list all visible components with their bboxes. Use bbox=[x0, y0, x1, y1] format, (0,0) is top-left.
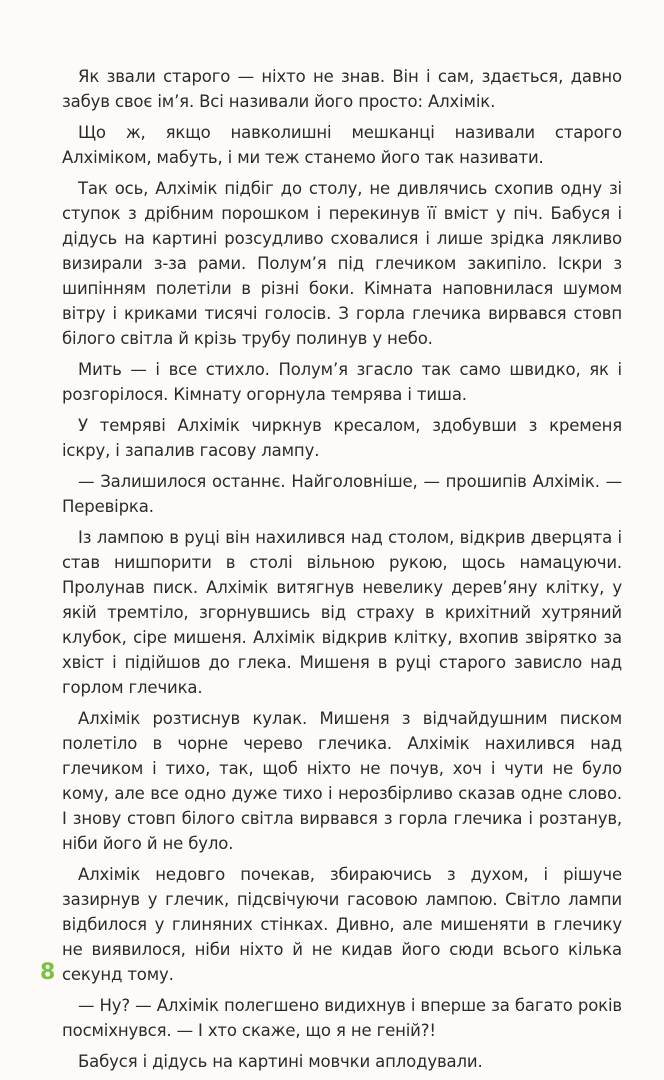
paragraph: Мить — і все стихло. Полум’я згасло так само швидко, як і розгорілося. Кімнату огорнула темрява і тиша. bbox=[62, 360, 622, 404]
page-text bbox=[62, 64, 622, 1080]
paragraph: У темряві Алхімік чиркнув кресалом, здобувши з кременя іскру, і запалив гасову лампу. bbox=[62, 416, 622, 460]
paragraph: Бабуся і дідусь на картині мовчки аплодували. bbox=[78, 1052, 483, 1071]
paragraph: Як звали старого — ніхто не знав. Він і сам, здається, давно забув своє ім’я. Всі називали його просто: Алхімік. bbox=[62, 67, 622, 111]
paragraph: Алхімік розтиснув кулак. Мишеня з відчайдушним писком полетіло в чорне черево глечика. Алхімік нахилився над глечиком і тихо, так, щоб ніхто не почув, хоч і чути не було кому, але все одно дуже тихо і нерозбірливо сказав одне слово. І знову стовп білого світла вирвався з горла глечика і розтанув, ніби його й не було. bbox=[62, 709, 622, 853]
paragraph: Алхімік недовго почекав, збираючись з духом, і рішуче зазирнув у глечик, підсвічуючи гасовою лампою. Світло лампи відбилося у глиняних стінках. Дивно, але мишеняти в глечику не виявилося, ніби ніхто й не кидав його сюди всього кілька секунд тому. bbox=[62, 865, 622, 984]
paragraph: Так ось, Алхімік підбіг до столу, не дивлячись схопив одну зі ступок з дрібним порошком і перекинув її вміст у піч. Бабуся і дідусь на картині розсудливо сховалися і лише зрідка лякливо визирали з-за рами. Полум’я під глечиком закипіло. Іскри з шипінням полетіли в різні боки. Кімната наповнилася шумом вітру і криками тисячі голосів. З горла глечика вирвався стовп білого світла й крізь трубу полинув у небо. bbox=[62, 179, 622, 348]
paragraph: — Залишилося останнє. Найголовніше, — прошипів Алхімік. — Перевірка. bbox=[62, 472, 622, 516]
paragraph: — Ну? — Алхімік полегшено видихнув і вперше за багато років посміхнувся. — І хто скаже, що я не геній?! bbox=[62, 996, 622, 1040]
page-number: 8 bbox=[40, 960, 56, 985]
paragraph: Що ж, якщо навколишні мешканці називали старого Алхіміком, мабуть, і ми теж станемо його так називати. bbox=[62, 123, 622, 167]
paragraph: Із лампою в руці він нахилився над столом, відкрив дверцята і став нишпорити в столі вільною рукою, щось намацуючи. Пролунав писк. Алхімік витягнув невелику дерев’яну клітку, у якій тремтіло, згорнувшись від страху в крихітний хутряний клубок, сіре мишеня. Алхімік відкрив клітку, вхопив звірятко за хвіст і підійшов до глека. Мишеня в руці старого зависло над горлом глечика. bbox=[62, 528, 622, 697]
